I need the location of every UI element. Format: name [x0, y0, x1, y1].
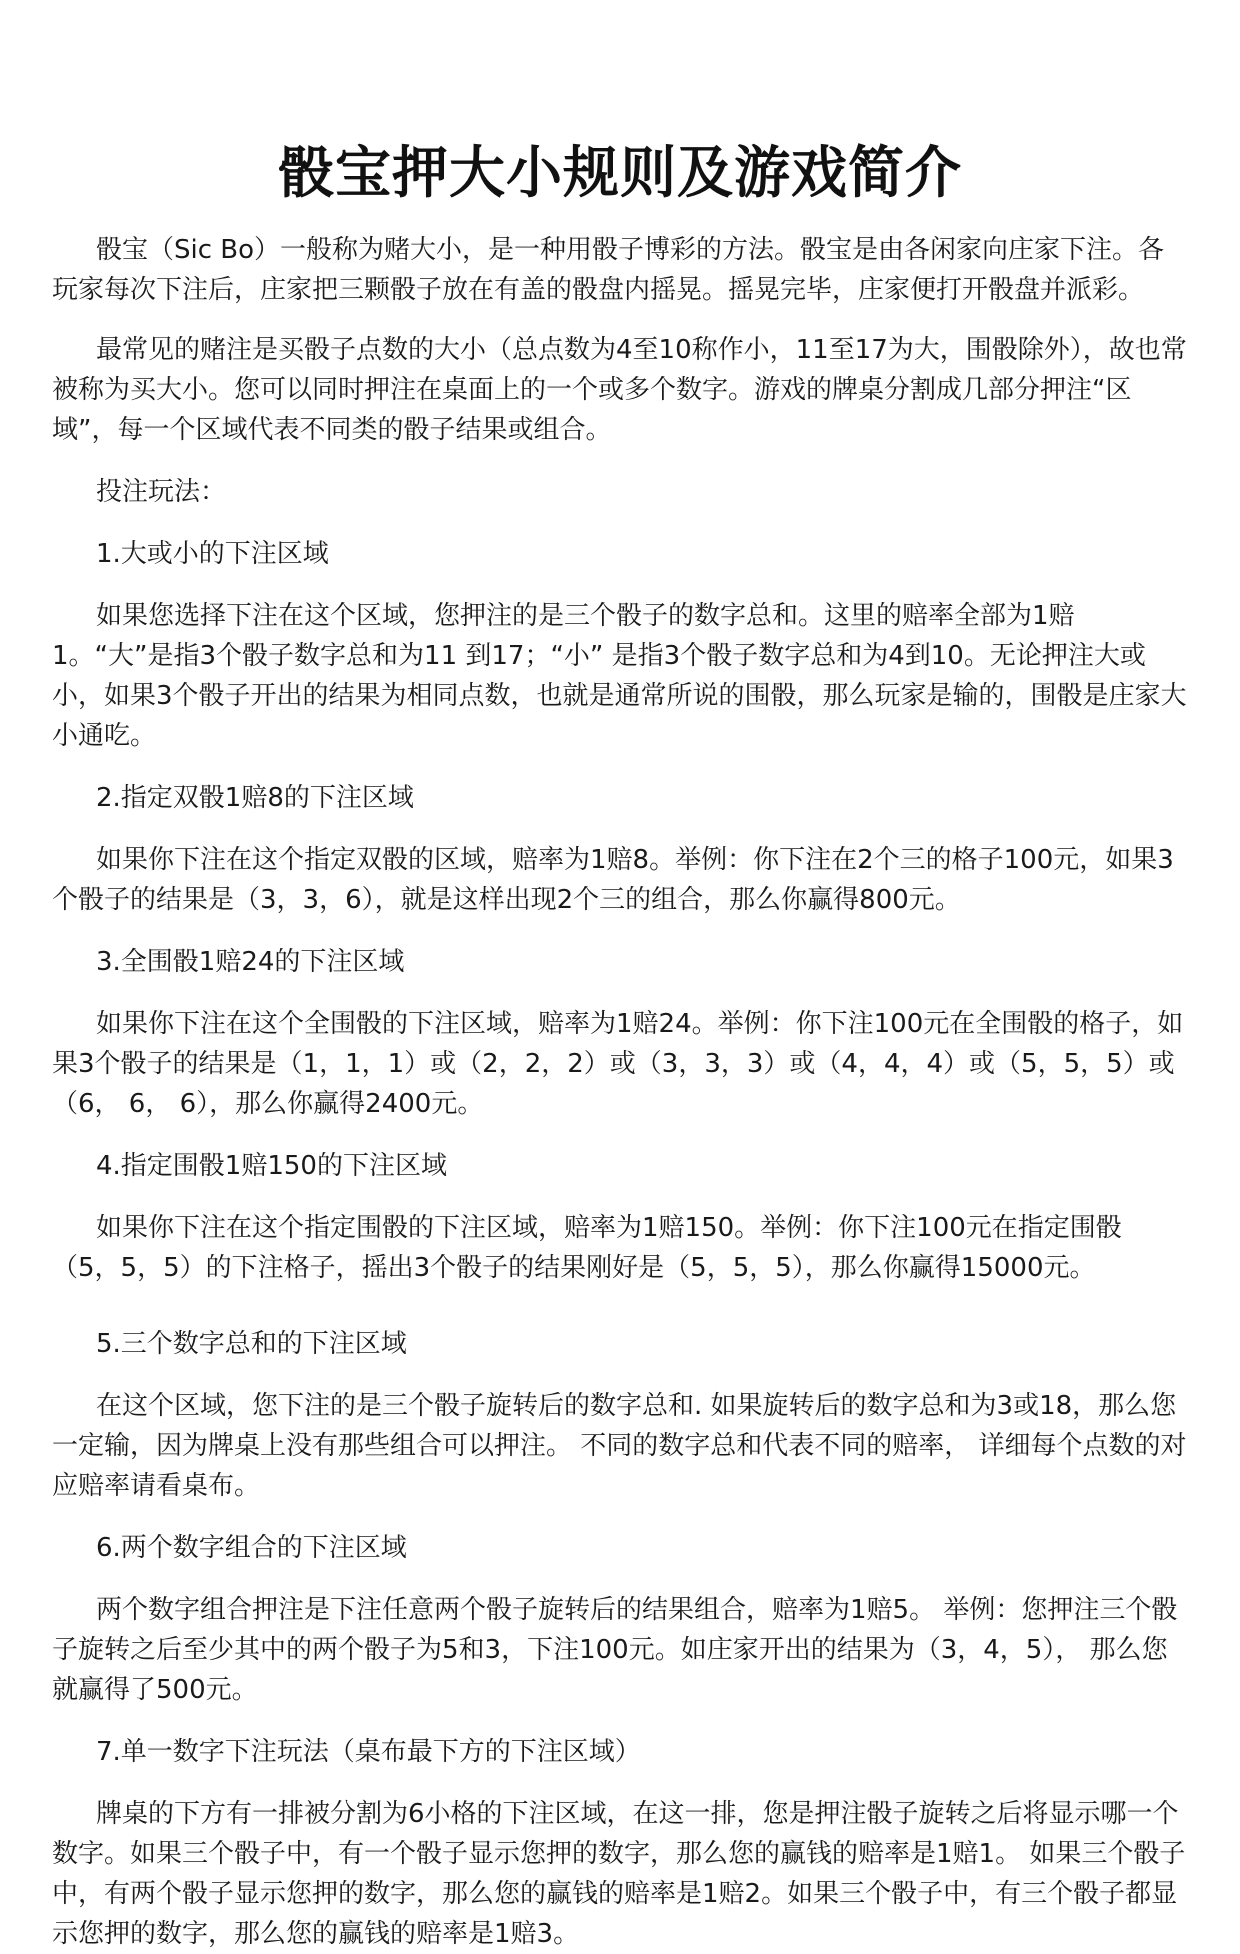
section-heading-4: 4.指定围骰1赔150的下注区域 — [96, 1151, 447, 1181]
intro-paragraph-2: 最常见的赌注是买骰子点数的大小（总点数为4至10称作小，11至17为大，围骰除外），故也常被称为买大小。您可以同时押注在桌面上的一个或多个数字。游戏的牌桌分割成几部分押注“区域”，每一个区域代表不同类的骰子结果或组合。 — [52, 335, 1187, 445]
section-heading-1: 1.大或小的下注区域 — [96, 539, 329, 569]
section-heading-6: 6.两个数字组合的下注区域 — [96, 1533, 407, 1563]
section-text-6: 两个数字组合押注是下注任意两个骰子旋转后的结果组合，赔率为1赔5。 举例：您押注三个骰子旋转之后至少其中的两个骰子为5和3，下注100元。如庄家开出的结果为（3，4，5）， 那么您就赢得了500元。 — [52, 1595, 1178, 1705]
document-page — [52, 0, 1188, 1954]
section-text-5: 在这个区域，您下注的是三个骰子旋转后的数字总和. 如果旋转后的数字总和为3或18，那么您一定输，因为牌桌上没有那些组合可以押注。 不同的数字总和代表不同的赔率， 详细每个点数的对应赔率请看桌布。 — [52, 1391, 1187, 1501]
intro-paragraph-1: 骰宝（Sic Bo）一般称为赌大小，是一种用骰子博彩的方法。骰宝是由各闲家向庄家下注。各玩家每次下注后，庄家把三颗骰子放在有盖的骰盘内摇晃。摇晃完毕，庄家便打开骰盘并派彩。 — [52, 235, 1165, 305]
section-text-1: 如果您选择下注在这个区域，您押注的是三个骰子的数字总和。这里的赔率全部为1赔1。“大”是指3个骰子数字总和为11 到17；“小” 是指3个骰子数字总和为4到10。无论押注大或小，如果3个骰子开出的结果为相同点数，也就是通常所说的围骰，那么玩家是输的，围骰是庄家大小通吃。 — [52, 601, 1187, 751]
play-label: 投注玩法： — [96, 477, 227, 507]
section-heading-2: 2.指定双骰1赔8的下注区域 — [96, 783, 414, 813]
section-text-3: 如果你下注在这个全围骰的下注区域，赔率为1赔24。举例：你下注100元在全围骰的格子，如果3个骰子的结果是（1，1，1）或（2，2，2）或（3，3，3）或（4，4，4）或（5，5，5）或（6， 6， 6），那么你赢得2400元。 — [52, 1009, 1184, 1119]
section-text-4: 如果你下注在这个指定围骰的下注区域，赔率为1赔150。举例：你下注100元在指定围骰（5，5，5）的下注格子，摇出3个骰子的结果刚好是（5，5，5），那么你赢得15000元。 — [52, 1213, 1122, 1283]
section-text-7: 牌桌的下方有一排被分割为6小格的下注区域，在这一排，您是押注骰子旋转之后将显示哪一个数字。如果三个骰子中，有一个骰子显示您押的数字，那么您的赢钱的赔率是1赔1。 如果三个骰子中，有两个骰子显示您押的数字，那么您的赢钱的赔率是1赔2。如果三个骰子中，有三个骰子都显示您押的数字，那么您的赢钱的赔率是1赔3。 — [52, 1799, 1186, 1949]
page-title: 骰宝押大小规则及游戏简介 — [278, 141, 962, 206]
section-heading-5: 5.三个数字总和的下注区域 — [96, 1329, 407, 1359]
section-heading-3: 3.全围骰1赔24的下注区域 — [96, 947, 405, 977]
section-heading-7: 7.单一数字下注玩法（桌布最下方的下注区域） — [96, 1737, 641, 1767]
section-text-2: 如果你下注在这个指定双骰的区域，赔率为1赔8。举例：你下注在2个三的格子100元，如果3个骰子的结果是（3，3，6），就是这样出现2个三的组合，那么你赢得800元。 — [52, 845, 1174, 915]
